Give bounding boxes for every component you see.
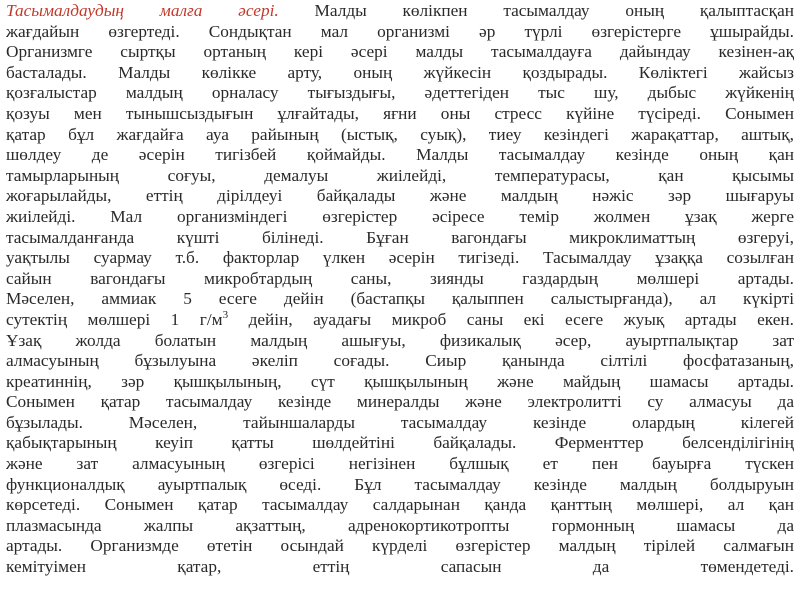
text-line: плазмасында жалпы ақзаттың, адренокортикотропты гормонның шамасы да xyxy=(6,515,794,535)
text-line: Ұзақ жолда болатын малдың ашығуы, физикалық әсер, ауыртпалықтар зат xyxy=(6,330,794,350)
text-line: Организмге сыртқы ортаның кері әсері малды тасымалдауға дайындау кезінен-ақ xyxy=(6,42,794,62)
text-line: уақтылы суармау т.б. факторлар үлкен әсерін тигізеді. Тасымалдау ұзаққа созылған xyxy=(6,248,794,268)
text-line: қозғалыстар малдың орналасу тығыздығы, әдеттегіден тыс шу, дыбыс жүйкенің xyxy=(6,83,794,103)
text-line: артады. Организмде өтетін осындай күрделі өзгерістер малдың тірілей салмағын xyxy=(6,536,794,556)
text-line: Сонымен қатар тасымалдау кезінде минералды және электролитті су алмасуы да xyxy=(6,392,794,412)
text-line: тамырларының соғуы, демалуы жиілейді, температурасы, қан қысымы xyxy=(6,165,794,185)
body-paragraph xyxy=(6,1,794,578)
text-line: көрсетеді. Сонымен қатар тасымалдау салдарынан қанда қанттың мөлшері, ал қан xyxy=(6,495,794,515)
superscript-exponent: 3 xyxy=(222,309,229,322)
text-line: жиілейді. Мал организміндегі өзгерістер әсіресе темір жолмен ұзақ жерге xyxy=(6,206,794,226)
text-line: креатиннің, зәр қышқылының, сүт қышқылының және майдың шамасы артады. xyxy=(6,371,794,391)
section-title: Тасымалдаудың малға әсері. xyxy=(6,1,279,20)
text-after-superscript: дейін, ауадағы микроб саны екі есеге жуық артады екен. xyxy=(228,309,794,329)
text-line: жоғарылайды, еттің дірілдеуі байқалады және малдың нәжіс зәр шығаруы xyxy=(6,186,794,206)
text-line: жағдайын өзгертеді. Сондықтан мал организмі әр түрлі өзгерістерге ұшырайды. xyxy=(6,21,794,41)
text-line: тасымалданғанда күшті білінеді. Бұған вагондағы микроклиматтың өзгеруі, xyxy=(6,227,794,247)
text-line xyxy=(6,310,794,331)
text-line: алмасуының бұзылуына әкеліп соғады. Сиыр қанында сілтілі фосфатазаның, xyxy=(6,351,794,371)
text-line: шөлдеу де әсерін тигізбей қоймайды. Малды тасымалдау кезінде оның қан xyxy=(6,145,794,165)
text-line: қатар бұл жағдайға ауа райының (ыстық, суық), тиеу кезіндегі жарақаттар, аштық, xyxy=(6,124,794,144)
text-line: кемітуімен қатар, еттің сапасын да төмендетеді. xyxy=(6,557,794,577)
text-line: бұзылады. Мәселен, тайыншаларды тасымалдау кезінде олардың кілегей xyxy=(6,412,794,432)
text-line: Мәселен, аммиак 5 есеге дейін (бастапқы қалыппен салыстырғанда), ал күкірті xyxy=(6,289,794,309)
text-line: қабықтарының кеуіп қатты шөлдейтіні байқалады. Ферменттер белсенділігінің xyxy=(6,433,794,453)
text-line: функционалдық ауыртпалық өседі. Бұл тасымалдау кезінде малдың болдыруын xyxy=(6,474,794,494)
text-line: қозуы мен тынышсыздығын ұлғайтады, яғни оны стресс күйіне түсіреді. Сонымен xyxy=(6,103,794,123)
text-line: сайын вагондағы микробтардың саны, зиянды газдардың мөлшері артады. xyxy=(6,268,794,288)
text-line-rest: Малды көлікпен тасымалдау оның қалыптасқан xyxy=(278,1,794,20)
text-line xyxy=(6,1,794,22)
text-before-superscript: сутектің мөлшері 1 г/м xyxy=(6,309,223,329)
text-line: басталады. Малды көлікке арту, оның жүйкесін қоздырады. Көліктегі жайсыз xyxy=(6,62,794,82)
text-line: және зат алмасуының өзгерісі негізінен бұлшық ет пен бауырға түскен xyxy=(6,454,794,474)
